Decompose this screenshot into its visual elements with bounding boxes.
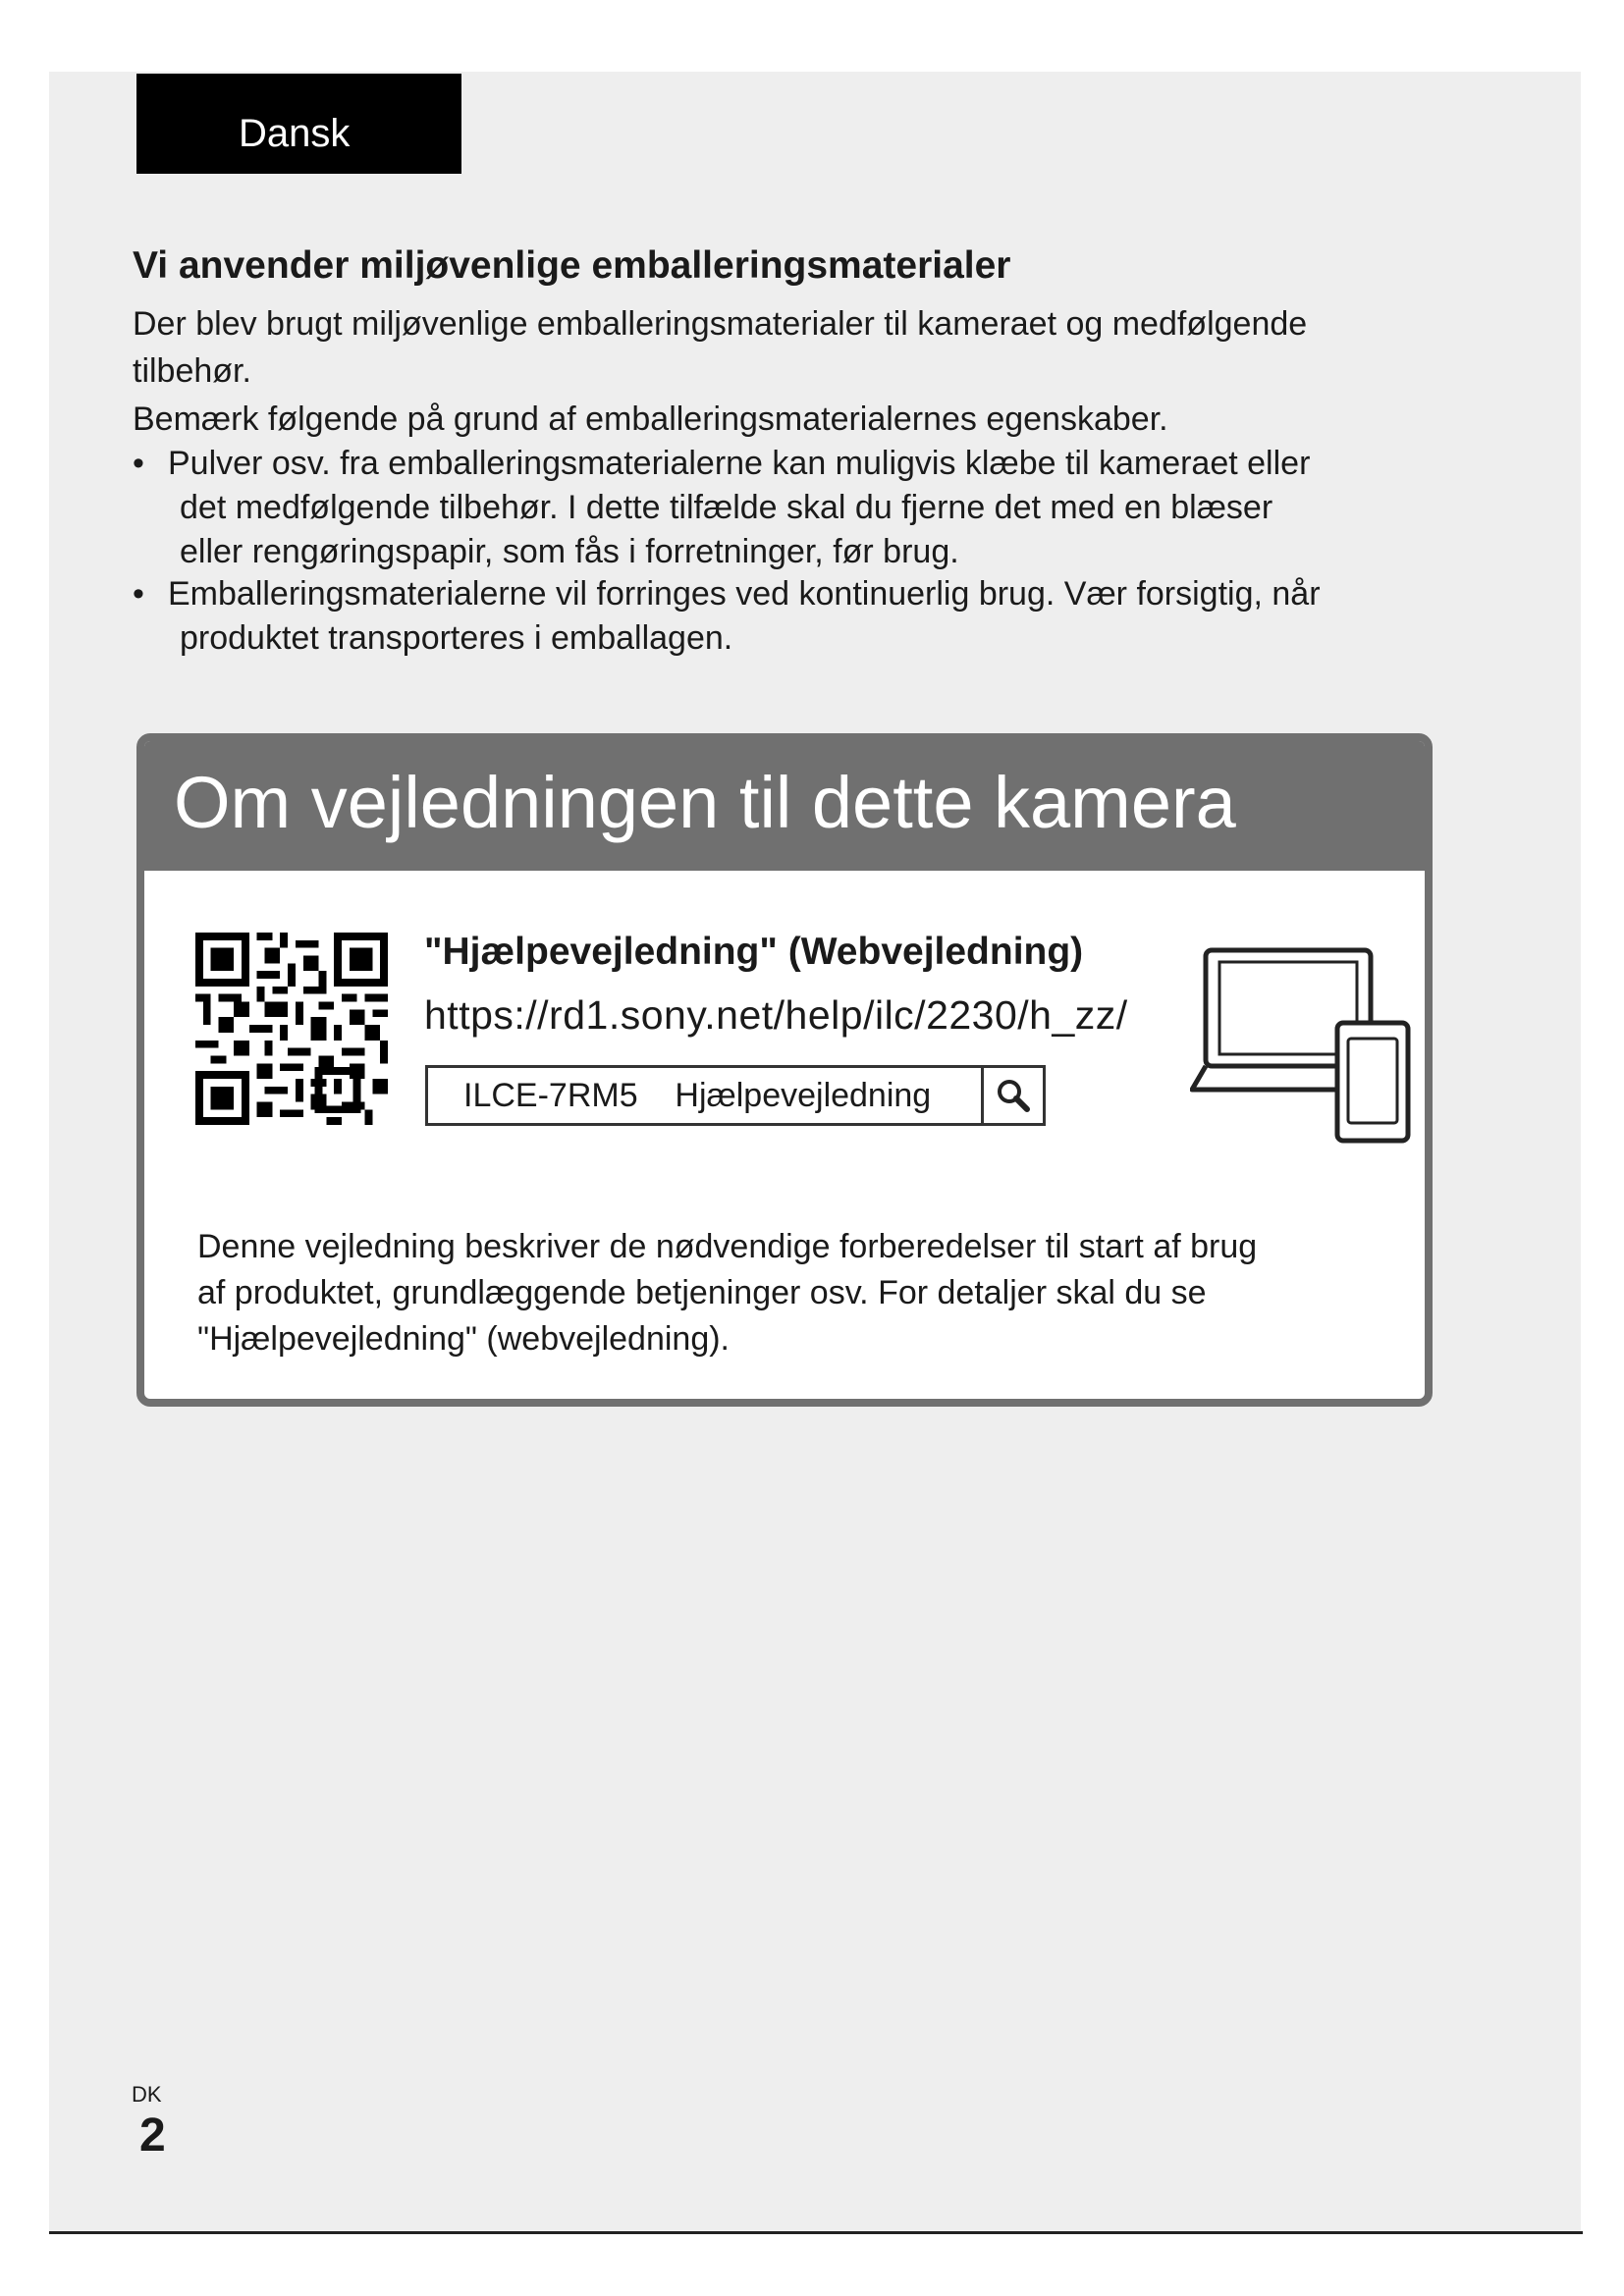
bullet-2-line-2: produktet transporteres i emballagen. — [180, 619, 733, 657]
qr-code-icon — [195, 933, 388, 1125]
packaging-bullets — [133, 442, 1468, 659]
guide-description — [197, 1224, 1395, 1362]
packaging-intro — [133, 300, 1468, 395]
packaging-intro-line-2: tilbehør. — [133, 352, 251, 390]
search-query: ILCE-7RM5 Hjælpevejledning — [463, 1077, 932, 1114]
language-tab — [136, 74, 461, 174]
guide-url: https://rd1.sony.net/help/ilc/2230/h_zz/ — [424, 992, 1128, 1038]
guide-info-box — [136, 733, 1433, 1407]
packaging-intro-line-1: Der blev brugt miljøvenlige emballeringsmaterialer til kameraet og medfølgende — [133, 305, 1308, 343]
guide-box-title: Om vejledningen til dette kamera — [144, 741, 1425, 871]
magnifier-icon — [995, 1077, 1032, 1114]
bullet-1-line-2: det medfølgende tilbehør. I dette tilfælde skal du fjerne det med en blæser — [180, 489, 1273, 526]
region-code: DK — [132, 2082, 162, 2107]
bullet-1-line-1: Pulver osv. fra emballeringsmaterialerne kan muligvis klæbe til kameraet eller — [168, 445, 1311, 482]
language-label: Dansk — [239, 112, 351, 155]
laptop-and-smartphone-icon — [1190, 942, 1416, 1144]
bullet-symbol: • — [133, 575, 144, 613]
search-example-box — [425, 1065, 1046, 1126]
guide-description-line-1: Denne vejledning beskriver de nødvendige forberedelser til start af brug — [197, 1228, 1258, 1265]
packaging-heading: Vi anvender miljøvenlige emballeringsmaterialer — [133, 244, 1011, 287]
guide-description-line-3: "Hjælpevejledning" (webvejledning). — [197, 1320, 730, 1358]
packaging-note: Bemærk følgende på grund af emballeringsmaterialernes egenskaber. — [133, 400, 1168, 438]
guide-description-line-2: af produktet, grundlæggende betjeninger osv. For detaljer skal du se — [197, 1274, 1207, 1311]
bullet-2-line-1: Emballeringsmaterialerne vil forringes ved kontinuerlig brug. Vær forsigtig, når — [168, 575, 1321, 613]
list-item — [133, 442, 1468, 574]
guide-name: "Hjælpevejledning" (Webvejledning) — [424, 931, 1084, 973]
bottom-rule — [49, 2231, 1583, 2234]
list-item — [133, 572, 1468, 661]
bullet-1-line-3: eller rengøringspapir, som fås i forretninger, før brug. — [180, 533, 959, 570]
page-number: 2 — [139, 2109, 166, 2162]
bullet-symbol: • — [133, 445, 144, 482]
search-button — [981, 1068, 1043, 1123]
